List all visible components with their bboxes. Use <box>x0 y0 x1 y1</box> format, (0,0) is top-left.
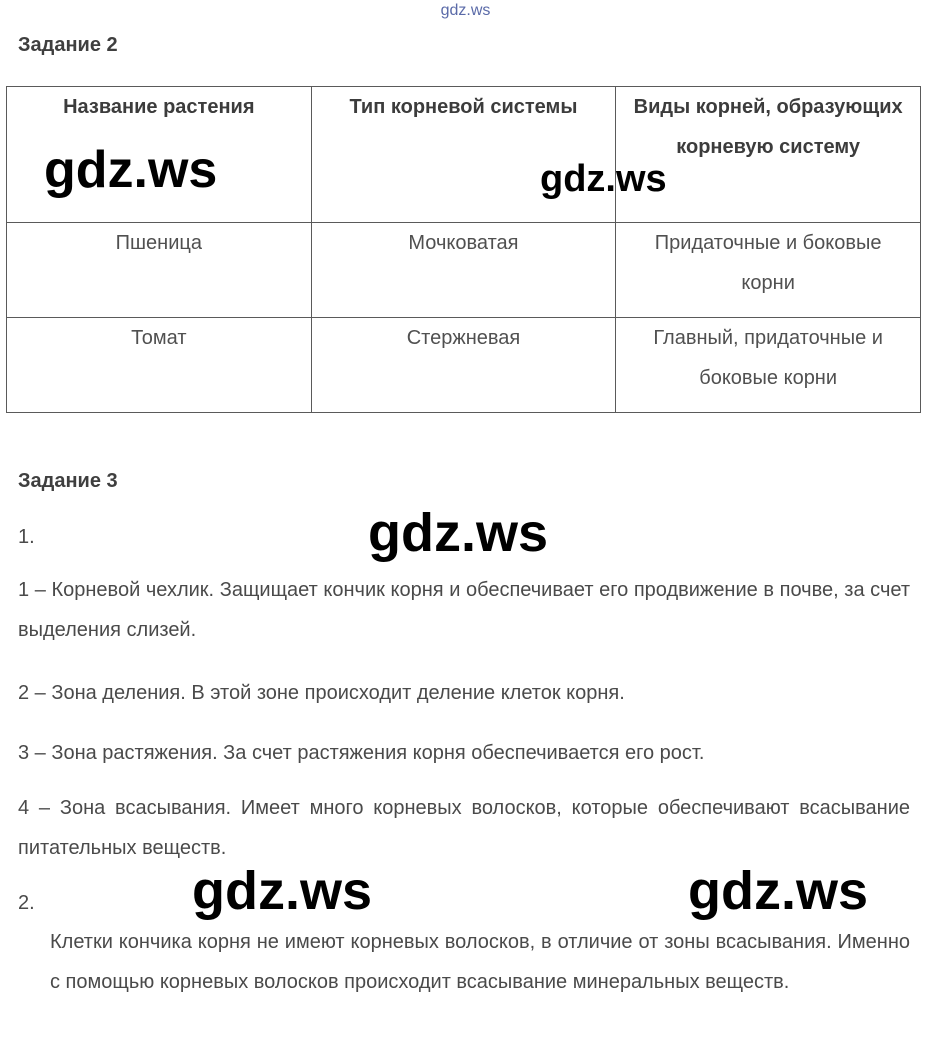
paragraph-root-hairs: Клетки кончика корня не имеют корневых волосков, в отличие от зоны всасывания. Именно с помощью корневых волосков происходит всасывание минеральных веществ. <box>50 931 910 993</box>
table-row <box>7 223 921 318</box>
watermark: gdz.ws <box>368 503 549 563</box>
header-root-kinds: Виды корней, образующих корневую систему <box>616 87 921 223</box>
table-cell: Придаточные и боковые корни <box>616 223 921 318</box>
header-root-system-type: Тип корневой системы <box>311 87 616 223</box>
watermark: gdz.ws <box>192 861 373 921</box>
roots-table <box>6 86 921 413</box>
task3-title: Задание 3 <box>18 470 118 492</box>
watermark: gdz.ws <box>44 141 218 199</box>
table-cell: Томат <box>7 318 312 413</box>
task2-title: Задание 2 <box>18 34 118 56</box>
paragraph-root-cap: 1 – Корневой чехлик. Защищает кончик корня и обеспечивает его продвижение в почве, за счет выделения слизей. <box>18 579 910 641</box>
table-cell: Главный, придаточные и боковые корни <box>616 318 921 413</box>
watermark: gdz.ws <box>688 861 869 921</box>
table-cell: Стержневая <box>311 318 616 413</box>
paragraph-elongation-zone: 3 – Зона растяжения. За счет растяжения корня обеспечивается его рост. <box>18 742 705 764</box>
table-cell: Мочковатая <box>311 223 616 318</box>
paragraph-absorption-zone: 4 – Зона всасывания. Имеет много корневых волосков, которые обеспечивают всасывание питательных веществ. <box>18 797 910 859</box>
table-cell: Пшеница <box>7 223 312 318</box>
watermark-top: gdz.ws <box>440 2 491 19</box>
item1-number: 1. <box>18 526 35 548</box>
table-row <box>7 318 921 413</box>
header-plant-name: Название растения <box>7 87 312 223</box>
item2-number: 2. <box>18 892 35 914</box>
watermark: gdz.ws <box>540 158 667 200</box>
paragraph-division-zone: 2 – Зона деления. В этой зоне происходит деление клеток корня. <box>18 682 625 704</box>
